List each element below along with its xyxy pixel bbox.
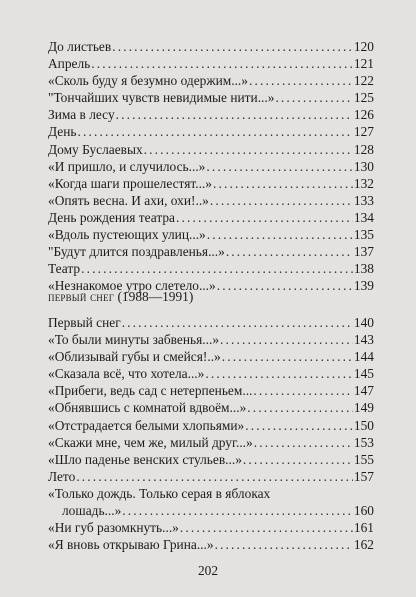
toc-leader-dots <box>206 158 353 175</box>
toc-entry-page: 153 <box>353 434 374 450</box>
toc-leader-dots <box>205 365 353 382</box>
toc-leader-dots <box>78 123 353 140</box>
toc-entry-title: «Отстрадается белыми хлопьями» <box>48 417 245 433</box>
toc-entry-page: 161 <box>353 520 374 536</box>
toc-entry <box>48 485 374 502</box>
toc-leader-dots <box>144 141 353 158</box>
toc-entry-page: 126 <box>353 107 374 123</box>
toc-entry-title: «То были минуты забвенья...» <box>48 332 220 348</box>
toc-leader-dots <box>91 55 353 72</box>
toc-entry-title: «Прибеги, ведь сад с нетерпеньем... <box>48 383 253 399</box>
toc-entry <box>48 314 374 331</box>
toc-entry-page: 147 <box>353 383 374 399</box>
toc-entry-title: «Шло паденье венских стульев...» <box>48 451 242 467</box>
toc-entry-page: 160 <box>353 503 374 519</box>
toc-entry-title: День рождения театра <box>48 209 175 225</box>
toc-entry <box>48 434 374 451</box>
toc-entry <box>48 519 374 536</box>
toc-entry-page: 130 <box>353 158 374 174</box>
toc-entry-page: 162 <box>353 537 374 553</box>
toc-leader-dots <box>247 399 353 416</box>
toc-entry-page: 144 <box>353 349 374 365</box>
toc-leader-dots <box>254 434 353 451</box>
toc-leader-dots <box>253 382 353 399</box>
toc-leader-dots <box>226 243 353 260</box>
toc-entry-title: Зима в лесу <box>48 107 115 123</box>
toc-entry <box>48 451 374 468</box>
toc-leader-dots <box>112 38 353 55</box>
toc-entry-title: «Когда шаги прошелестят...» <box>48 175 212 191</box>
toc-entry <box>48 72 374 89</box>
section-heading <box>48 288 193 305</box>
toc-entry <box>48 55 374 72</box>
toc-entry <box>48 399 374 416</box>
toc-entry-title: Первый снег <box>48 315 121 330</box>
toc-entry-page: 155 <box>353 451 374 467</box>
toc-entry-title: лошадь...» <box>62 503 122 519</box>
toc-entry <box>48 226 374 243</box>
toc-leader-dots <box>81 260 353 277</box>
toc-entry <box>48 175 374 192</box>
toc-entry <box>48 123 374 140</box>
toc-entry-title: "Тончайших чувств невидимые нити...» <box>48 90 275 106</box>
toc-leader-dots <box>213 175 353 192</box>
toc-entry-title: «Сколь буду я безумно одержим...» <box>48 73 248 89</box>
toc-entry-page: 125 <box>353 90 374 106</box>
toc-leader-dots <box>275 89 352 106</box>
toc-leader-dots <box>217 277 353 294</box>
toc-leader-dots <box>220 331 353 348</box>
section-title: первый снег <box>48 289 115 304</box>
toc-entry-page: 132 <box>353 175 374 191</box>
toc-entry-title: День <box>48 124 77 140</box>
toc-entry <box>48 536 374 553</box>
toc-entry <box>48 243 374 260</box>
toc-entry <box>48 38 374 55</box>
toc-entry <box>48 417 374 434</box>
toc-entry <box>48 106 374 123</box>
toc-entry-title: «Облизывай губы и смейся!..» <box>48 349 221 365</box>
toc-entry-page: 143 <box>353 332 374 348</box>
toc-entry-page: 157 <box>353 468 374 484</box>
toc-entry-title: «Сказала всё, что хотела...» <box>48 366 205 382</box>
toc-entry <box>48 502 374 519</box>
toc-entry <box>48 348 374 365</box>
toc-leader-dots <box>122 314 353 331</box>
toc-entry-page: 128 <box>353 141 374 157</box>
toc-leader-dots <box>122 502 353 519</box>
toc-entry-title: «Опять весна. И ахи, охи!..» <box>48 192 209 208</box>
toc-entry-page: 121 <box>353 56 374 72</box>
toc-entry-page: 133 <box>353 192 374 208</box>
toc-entry-page: 150 <box>353 417 374 433</box>
toc-list-part2 <box>48 314 374 553</box>
page-number: 202 <box>197 563 219 578</box>
toc-entry-title: "Будут длится поздравленья...» <box>48 244 225 260</box>
toc-entry-page: 138 <box>353 261 374 277</box>
toc-entry <box>48 468 374 485</box>
toc-entry <box>48 365 374 382</box>
toc-entry-title: «Я вновь открываю Грина...» <box>48 537 214 553</box>
toc-leader-dots <box>222 348 353 365</box>
toc-leader-dots <box>76 468 353 485</box>
toc-entry-title: «Ни губ разомкнуть...» <box>48 520 179 536</box>
section-years: (1988—1991) <box>117 289 194 304</box>
toc-entry-page: 120 <box>353 39 374 54</box>
toc-entry-title: Дому Буслаевых <box>48 141 143 157</box>
toc-entry-title: «Скажи мне, чем же, милый друг...» <box>48 434 253 450</box>
toc-entry-title: «Незнакомое утро слетело...» <box>48 278 216 294</box>
toc-entry-title: Апрель <box>48 56 91 72</box>
toc-entry <box>48 209 374 226</box>
toc-entry <box>48 89 374 106</box>
toc-leader-dots <box>215 536 353 553</box>
toc-entry-page: 139 <box>353 278 374 294</box>
toc-entry <box>48 158 374 175</box>
toc-leader-dots <box>245 417 353 434</box>
toc-leader-dots <box>116 106 353 123</box>
toc-entry <box>48 192 374 209</box>
toc-entry-page: 140 <box>353 315 374 330</box>
toc-leader-dots <box>210 192 353 209</box>
toc-entry-page: 127 <box>353 124 374 140</box>
toc-entry-page: 149 <box>353 400 374 416</box>
toc-entry <box>48 382 374 399</box>
toc-list-part1 <box>48 38 374 294</box>
toc-entry-title: Лето <box>48 468 76 484</box>
toc-entry-title: «Вдоль пустеющих улиц...» <box>48 227 206 243</box>
toc-leader-dots <box>180 519 353 536</box>
toc-leader-dots <box>207 226 353 243</box>
toc-entry-title: До листьев <box>48 39 112 54</box>
toc-entry-title: Театр <box>48 261 81 277</box>
toc-entry <box>48 141 374 158</box>
toc-entry <box>48 331 374 348</box>
toc-entry-title: «Только дождь. Только серая в яблоках <box>48 485 271 501</box>
toc-leader-dots <box>243 451 353 468</box>
toc-entry-page: 137 <box>353 244 374 260</box>
toc-entry-page: 134 <box>353 209 374 225</box>
toc-leader-dots <box>249 72 353 89</box>
toc-leader-dots <box>176 209 353 226</box>
toc-entry-title: «Обнявшись с комнатой вдвоём...» <box>48 400 247 416</box>
toc-entry-title: «И пришло, и случилось...» <box>48 158 206 174</box>
toc-entry <box>48 260 374 277</box>
toc-entry-page: 135 <box>353 227 374 243</box>
toc-entry-page: 122 <box>353 73 374 89</box>
toc-entry-page: 145 <box>353 366 374 382</box>
